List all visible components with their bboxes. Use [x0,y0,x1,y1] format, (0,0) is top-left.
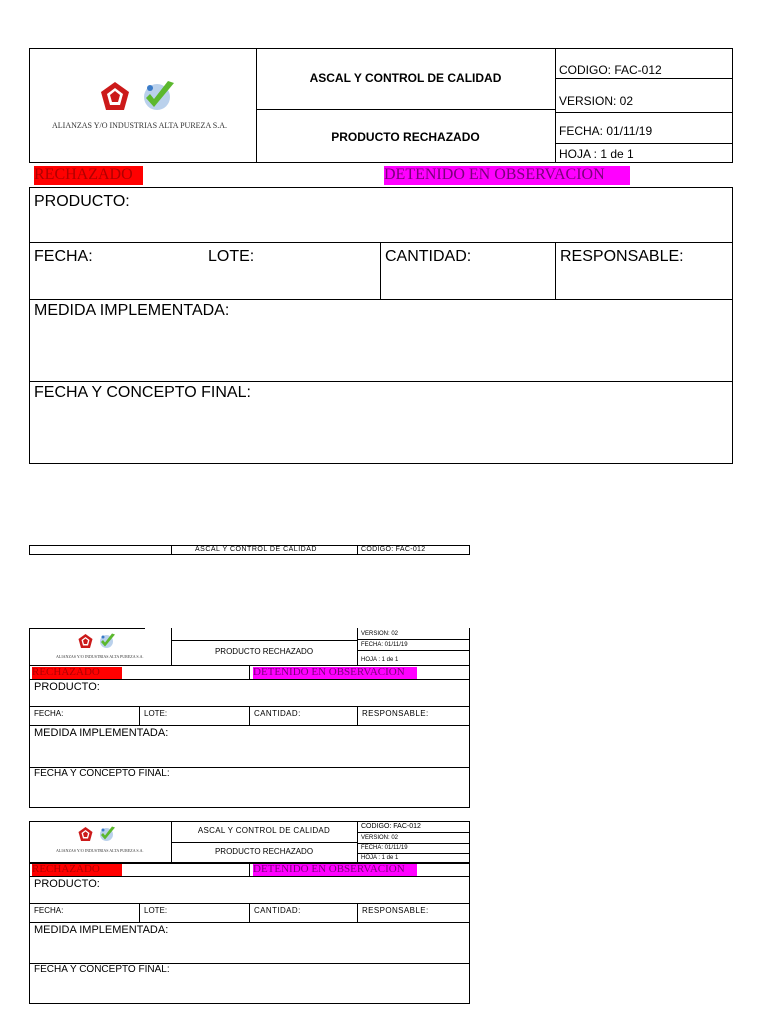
medida-label: MEDIDA IMPLEMENTADA: [34,924,169,936]
form-title: ASCAL Y CONTROL DE CALIDAD [309,71,502,85]
concepto-label: FECHA Y CONCEPTO FINAL: [34,384,251,401]
detenido-badge: DETENIDO EN OBSERVACION [253,864,417,876]
form-subtitle: PRODUCTO RECHAZADO [214,647,314,656]
header-top-line [171,640,357,641]
lote-label: LOTE: [144,906,168,915]
form-subtitle: PRODUCTO RECHAZADO [214,847,314,856]
header-divider [171,628,172,665]
col-divider [249,706,250,725]
header-top-line [29,628,145,629]
row-divider [29,725,470,726]
header-divider [256,48,257,163]
concepto-label: FECHA Y CONCEPTO FINAL: [34,768,170,779]
form-title: ASCAL Y CONTROL DE CALIDAD [197,826,331,835]
responsable-label: RESPONSABLE: [362,709,429,718]
rechazado-badge: RECHAZADO [32,667,122,679]
strip-title: ASCAL Y CONTROL DE CALIDAD [195,546,317,553]
logo-graphic [98,80,188,116]
hoja-label: HOJA : 1 de 1 [559,147,634,161]
detenido-badge: DETENIDO EN OBSERVACION [253,667,417,679]
detenido-badge: DETENIDO EN OBSERVACION [384,166,630,185]
col-divider [380,242,381,299]
header-divider [555,48,556,163]
header-divider [256,109,555,110]
header-divider [357,650,470,651]
hoja-label: HOJA : 1 de 1 [361,657,399,663]
header-divider [555,112,733,113]
header-divider [357,628,358,665]
col-divider [555,242,556,299]
cantidad-label: CANTIDAD: [254,709,301,718]
company-logo [77,633,122,651]
medida-label: MEDIDA IMPLEMENTADA: [34,302,230,319]
col-divider [357,903,358,922]
cantidad-label: CANTIDAD: [385,248,472,265]
company-name: ALIANZAS Y/O INDUSTRIAS ALTA PUREZA S.A. [56,848,144,853]
fecha-field-label: FECHA: [34,248,93,265]
row-divider [29,381,733,382]
row-divider [29,242,733,243]
form-fields-box [29,187,733,464]
logo-graphic [77,826,122,844]
row-divider [29,299,733,300]
company-name: ALIANZAS Y/O INDUSTRIAS ALTA PUREZA S.A. [56,654,144,659]
fecha-field-label: FECHA: [34,906,64,915]
header-divider [357,832,470,833]
header-divider [171,842,357,843]
fecha-label: FECHA: 01/11/19 [361,845,408,851]
col-divider [139,903,140,922]
version-label: VERSION: 02 [361,835,399,841]
lote-label: LOTE: [144,709,168,718]
col-divider [249,863,250,876]
strip-divider [357,545,358,555]
header-divider [357,843,470,844]
hoja-label: HOJA : 1 de 1 [361,855,399,861]
header-right-line [469,628,470,665]
version-label: VERSION: 02 [361,631,399,637]
codigo-label: CODIGO: FAC-012 [559,63,662,77]
strip-divider [171,545,172,555]
responsable-label: RESPONSABLE: [362,906,429,915]
responsable-label: RESPONSABLE: [560,248,684,265]
rechazado-badge: RECHAZADO [34,166,143,185]
producto-label: PRODUCTO: [34,878,100,890]
fecha-label: FECHA: 01/11/19 [361,642,408,648]
producto-label: PRODUCTO: [34,681,100,693]
logo-graphic [77,633,122,651]
company-name: ALIANZAS Y/O INDUSTRIAS ALTA PUREZA S.A. [52,121,228,130]
rechazado-badge: RECHAZADO [32,864,122,876]
header-divider [555,143,733,144]
row-divider [29,679,470,680]
row-divider [29,876,470,877]
codigo-label: CODIGO: FAC-012 [361,823,421,830]
strip-codigo: CODIGO: FAC-012 [361,546,426,553]
header-divider [357,639,470,640]
company-logo [77,826,122,844]
form-subtitle: PRODUCTO RECHAZADO [331,130,480,144]
col-divider [139,706,140,725]
col-divider [249,665,250,679]
fecha-label: FECHA: 01/11/19 [559,124,653,138]
version-label: VERSION: 02 [559,94,634,108]
lote-label: LOTE: [208,248,255,265]
header-divider [357,821,358,863]
row-divider [29,922,470,923]
col-divider [357,706,358,725]
company-logo [98,80,188,116]
header-left-line [29,628,30,665]
header-divider [357,853,470,854]
cantidad-label: CANTIDAD: [254,906,301,915]
medida-label: MEDIDA IMPLEMENTADA: [34,727,169,739]
producto-label: PRODUCTO: [34,193,130,210]
fecha-field-label: FECHA: [34,709,64,718]
concepto-label: FECHA Y CONCEPTO FINAL: [34,964,170,975]
col-divider [249,903,250,922]
header-divider [555,78,733,79]
